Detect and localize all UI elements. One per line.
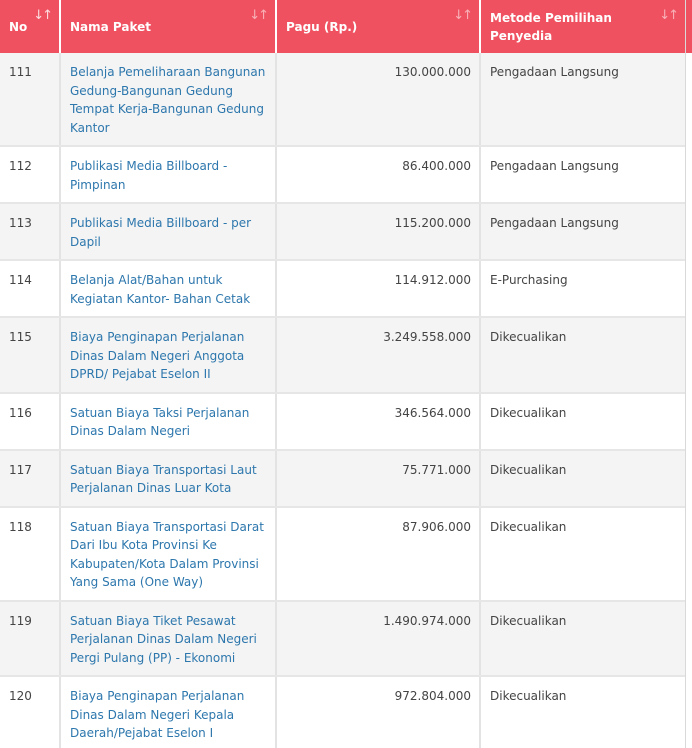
cell-pagu: 972.804.000 bbox=[276, 676, 480, 748]
table-row bbox=[0, 507, 685, 601]
cell-nama-paket bbox=[60, 676, 276, 748]
cell-no: 119 bbox=[0, 601, 60, 677]
cell-no: 111 bbox=[0, 53, 60, 146]
cell-pagu: 87.906.000 bbox=[276, 507, 480, 601]
cell-metode: Dikecualikan bbox=[480, 317, 685, 393]
nama-paket-link[interactable]: Publikasi Media Billboard - Pimpinan bbox=[70, 159, 228, 192]
cell-metode: Dikecualikan bbox=[480, 676, 685, 748]
sort-icon[interactable]: ↓↑ bbox=[453, 8, 471, 23]
cell-nama-paket bbox=[60, 450, 276, 507]
nama-paket-link[interactable]: Satuan Biaya Transportasi Darat Dari Ibu Kota Provinsi Ke Kabupaten/Kota Dalam Provinsi Yang Sama (One Way) bbox=[70, 519, 264, 589]
table-row bbox=[0, 146, 685, 203]
table-body bbox=[0, 53, 685, 748]
cell-nama-paket bbox=[60, 507, 276, 601]
column-header-metode-label: Metode Pemilihan Penyedia bbox=[490, 11, 612, 43]
cell-no: 116 bbox=[0, 393, 60, 450]
column-header-nama-paket[interactable] bbox=[60, 0, 276, 53]
cell-pagu: 114.912.000 bbox=[276, 260, 480, 317]
table-row bbox=[0, 317, 685, 393]
cell-metode: Dikecualikan bbox=[480, 601, 685, 677]
nama-paket-link[interactable]: Biaya Penginapan Perjalanan Dinas Dalam Negeri Anggota DPRD/ Pejabat Eselon II bbox=[70, 330, 245, 381]
cell-nama-paket bbox=[60, 260, 276, 317]
cell-pagu: 75.771.000 bbox=[276, 450, 480, 507]
nama-paket-link[interactable]: Satuan Biaya Taksi Perjalanan Dinas Dalam Negeri bbox=[70, 405, 250, 438]
cell-no: 112 bbox=[0, 146, 60, 203]
column-header-pagu-label: Pagu (Rp.) bbox=[286, 20, 358, 34]
cell-metode: Pengadaan Langsung bbox=[480, 53, 685, 146]
cell-pagu: 1.490.974.000 bbox=[276, 601, 480, 677]
cell-nama-paket bbox=[60, 601, 276, 677]
column-header-no-label: No bbox=[9, 20, 28, 34]
cell-pagu: 346.564.000 bbox=[276, 393, 480, 450]
table-row bbox=[0, 601, 685, 677]
nama-paket-link[interactable]: Satuan Biaya Tiket Pesawat Perjalanan Dinas Dalam Negeri Pergi Pulang (PP) - Ekonomi bbox=[70, 613, 257, 665]
cell-no: 114 bbox=[0, 260, 60, 317]
cell-nama-paket bbox=[60, 53, 276, 146]
nama-paket-link[interactable]: Belanja Pemeliharaan Bangunan Gedung-Bangunan Gedung Tempat Kerja-Bangunan Gedung Kantor bbox=[70, 65, 266, 135]
table-row bbox=[0, 53, 685, 146]
cell-nama-paket bbox=[60, 146, 276, 203]
cell-metode: Dikecualikan bbox=[480, 507, 685, 601]
cell-pagu: 130.000.000 bbox=[276, 53, 480, 146]
table-right-edge bbox=[685, 0, 692, 748]
table-row bbox=[0, 260, 685, 317]
table-header bbox=[0, 0, 685, 53]
cell-metode: Dikecualikan bbox=[480, 393, 685, 450]
cell-no: 117 bbox=[0, 450, 60, 507]
column-header-metode[interactable] bbox=[480, 0, 685, 53]
cell-metode: Dikecualikan bbox=[480, 450, 685, 507]
nama-paket-link[interactable]: Biaya Penginapan Perjalanan Dinas Dalam Negeri Kepala Daerah/Pejabat Eselon I bbox=[70, 689, 245, 740]
column-header-nama-paket-label: Nama Paket bbox=[70, 20, 152, 34]
nama-paket-link[interactable]: Publikasi Media Billboard - per Dapil bbox=[70, 216, 252, 249]
table-row bbox=[0, 393, 685, 450]
sort-icon[interactable]: ↓↑ bbox=[659, 8, 677, 23]
cell-no: 115 bbox=[0, 317, 60, 393]
cell-metode: E-Purchasing bbox=[480, 260, 685, 317]
column-header-pagu[interactable] bbox=[276, 0, 480, 53]
table-row bbox=[0, 676, 685, 748]
sort-icon[interactable]: ↓↑ bbox=[33, 8, 51, 23]
table-row bbox=[0, 203, 685, 260]
sort-icon[interactable]: ↓↑ bbox=[249, 8, 267, 23]
cell-metode: Pengadaan Langsung bbox=[480, 203, 685, 260]
cell-pagu: 86.400.000 bbox=[276, 146, 480, 203]
cell-no: 113 bbox=[0, 203, 60, 260]
cell-no: 120 bbox=[0, 676, 60, 748]
cell-no: 118 bbox=[0, 507, 60, 601]
cell-pagu: 3.249.558.000 bbox=[276, 317, 480, 393]
cell-nama-paket bbox=[60, 317, 276, 393]
nama-paket-link[interactable]: Satuan Biaya Transportasi Laut Perjalanan Dinas Luar Kota bbox=[70, 462, 257, 495]
cell-metode: Pengadaan Langsung bbox=[480, 146, 685, 203]
cell-pagu: 115.200.000 bbox=[276, 203, 480, 260]
nama-paket-link[interactable]: Belanja Alat/Bahan untuk Kegiatan Kantor- Bahan Cetak bbox=[70, 273, 251, 306]
cell-nama-paket bbox=[60, 203, 276, 260]
column-header-no[interactable] bbox=[0, 0, 60, 53]
header-edge bbox=[686, 0, 692, 53]
cell-nama-paket bbox=[60, 393, 276, 450]
table-row bbox=[0, 450, 685, 507]
